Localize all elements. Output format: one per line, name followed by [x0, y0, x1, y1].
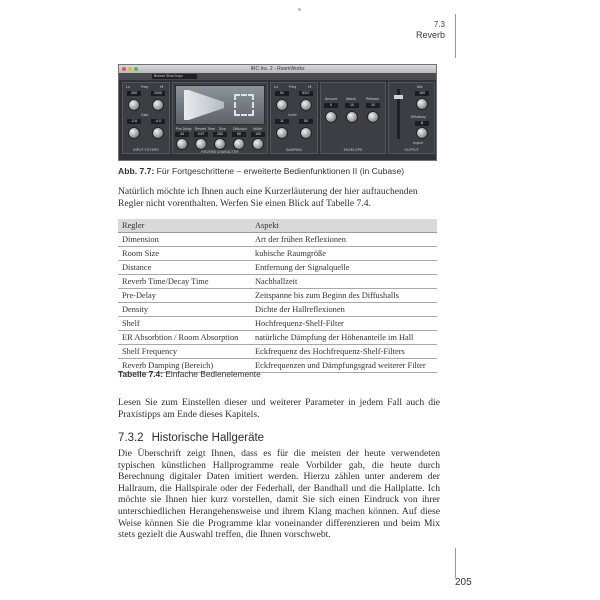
reverb-time-label: Reverb Time — [195, 127, 215, 131]
damping-level-hi-readout: 50 — [299, 119, 313, 124]
damping-freq-label: Freq — [289, 85, 297, 89]
envelope-panel — [320, 82, 386, 154]
paragraph-3: Die Überschrift zeigt Ihnen, dass es für die meisten der heute verwendeten typischen künstlichen Hallprogramme reale Vorbilder gab, die heute durch Berechnung digitaler Daten imitiert werden. Hierzu zählen unter anderem der Hallraum, die Hallspirale oder der Federhall, der Bandhall und die Hallplatte. Ich möchte sie Ihnen hier kurz vorstellen, damit Sie sich einen Eindruck von ihrer unterschiedlichen Herangehensweise und ihrem Klang machen können. Auf diese Weise können Sie die Programme klar voneinander differenzieren und beim Mix stets gezielt die Auswahl treffen, die Ihnen vorschwebt. — [118, 448, 440, 541]
table-cell: Shelf Frequency — [118, 345, 251, 359]
damping-level-label: Level — [288, 113, 297, 117]
pre-delay-label: Pre-Delay — [176, 127, 192, 131]
freq-hi-knob — [153, 100, 163, 110]
width-label: Width — [253, 127, 262, 131]
plugin-screenshot — [118, 64, 437, 161]
hi-label: Hi — [160, 85, 164, 89]
room-frame — [234, 94, 254, 116]
diffusion-knob — [234, 139, 244, 149]
table-caption — [118, 369, 261, 379]
table-row — [118, 261, 437, 275]
table-cell: Density — [118, 303, 251, 317]
attack-knob — [347, 112, 357, 122]
table-cell: Dichte der Hallreflexionen — [251, 303, 437, 317]
mix-knob — [417, 99, 427, 109]
table-row — [118, 317, 437, 331]
section-number: 7.3.2 — [118, 432, 144, 444]
table-cell: Art der frühen Reflexionen — [251, 233, 437, 247]
figure-caption-text: Für Fortgeschrittene – erweiterte Bedienfunktionen II (in Cubase) — [154, 166, 405, 176]
reverb-time-knob — [196, 139, 206, 149]
table-cell: Dimension — [118, 233, 251, 247]
efficiency-readout: 8 — [415, 121, 429, 126]
header-rule — [455, 14, 456, 58]
footer-rule — [455, 548, 456, 578]
table-cell: natürliche Dämpfung der Höhenanteile im Hall — [251, 331, 437, 345]
table-row — [118, 303, 437, 317]
decorative-dot — [298, 8, 301, 11]
diffusion-label: Diffusion — [233, 127, 247, 131]
table-cell: Room Size — [118, 247, 251, 261]
mix-label: Mix — [417, 85, 423, 89]
figure-caption-label: Abb. 7.7: — [118, 166, 155, 176]
amount-label: Amount — [325, 97, 338, 101]
table-cell: Reverb Damping (Bereich) — [118, 359, 251, 373]
running-header-section: 7.3 — [433, 20, 445, 29]
table-caption-label: Tabelle 7.4: — [118, 369, 163, 379]
table-cell: Nachhallzeit — [251, 275, 437, 289]
damping-level-lo-readout: 11 — [275, 119, 289, 124]
pre-delay-readout: 44 — [175, 132, 189, 137]
table-cell: ER Absorbtion / Room Absorption — [118, 331, 251, 345]
amount-knob — [326, 112, 336, 122]
damping-level-lo-knob — [277, 128, 287, 138]
damping-label: DAMPING — [285, 148, 303, 152]
damping-lo-label: Lo — [274, 85, 278, 89]
damping-freq-hi-readout: 5317 — [299, 91, 313, 96]
freq-hi-readout: 2000 — [151, 91, 165, 96]
damping-freq-hi-knob — [301, 100, 311, 110]
release-knob — [368, 112, 378, 122]
input-filters-panel — [122, 82, 170, 154]
table-cell: Reverb Time/Decay Time — [118, 275, 251, 289]
size-knob — [215, 139, 225, 149]
reverb-character-panel — [172, 82, 268, 154]
paragraph-2: Lesen Sie zum Einstellen dieser und weiterer Parameter in jedem Fall auch die Praxistipps am Ende dieses Kapitels. — [118, 397, 440, 420]
section-title: Historische Hallgeräte — [151, 432, 265, 444]
reverb-character-label: REVERB CHARACTER — [201, 150, 239, 154]
freq-lo-knob — [129, 100, 139, 110]
gain-hi-knob — [153, 128, 163, 138]
controls-table — [118, 219, 437, 373]
table-cell: Eckfrequenzen und Dämpfungsgrad weiterer Filter — [251, 359, 437, 373]
size-readout: 250 — [213, 132, 227, 137]
input-filters-label: INPUT FILTERS — [133, 148, 159, 152]
table-cell: Hochfrequenz-Shelf-Filter — [251, 317, 437, 331]
table-cell: kubische Raumgröße — [251, 247, 437, 261]
table-cell: Eckfrequenz des Hochfrequenz-Shelf-Filters — [251, 345, 437, 359]
damping-hi-label: Hi — [308, 85, 312, 89]
damping-panel — [270, 82, 318, 154]
reverb-shape — [184, 90, 224, 120]
gain-hi-readout: -4.0 — [151, 119, 165, 124]
lo-label: Lo — [126, 85, 130, 89]
width-knob — [253, 139, 263, 149]
table-header-regler: Regler — [118, 219, 251, 233]
output-label: OUTPUT — [404, 148, 419, 152]
damping-freq-lo-readout: 91 — [275, 91, 289, 96]
output-level-slider — [397, 89, 400, 139]
efficiency-knob — [417, 128, 427, 138]
gain-label: Gain — [141, 113, 149, 117]
release-label: Release — [366, 97, 379, 101]
table-row — [118, 233, 437, 247]
table-row — [118, 275, 437, 289]
table-cell: Entfernung der Signalquelle — [251, 261, 437, 275]
efficiency-label: Efficiency — [411, 115, 426, 119]
table-cell: Distance — [118, 261, 251, 275]
attack-readout: 10 — [345, 103, 359, 108]
table-cell: Pre-Delay — [118, 289, 251, 303]
table-header-aspekt: Aspekt — [251, 219, 437, 233]
figure-caption — [118, 166, 448, 176]
reverb-display — [175, 85, 265, 125]
running-header-title: Reverb — [415, 30, 445, 40]
page-number: 205 — [455, 577, 472, 588]
width-readout: 100 — [251, 132, 265, 137]
amount-readout: 0 — [324, 103, 338, 108]
gain-lo-readout: -2.6 — [127, 119, 141, 124]
intro-paragraph: Natürlich möchte ich Ihnen auch eine Kurzerläuterung der hier auftauchenden Regler nicht vorenthalten. Werfen Sie einen Blick auf Tabelle 7.4. — [118, 186, 418, 209]
table-header-row — [118, 219, 437, 233]
diffusion-readout: 50 — [232, 132, 246, 137]
table-cell: Shelf — [118, 317, 251, 331]
table-row — [118, 331, 437, 345]
plugin-toolbar — [119, 73, 436, 80]
freq-lo-readout: 250 — [127, 91, 141, 96]
table-row — [118, 345, 437, 359]
reverb-time-readout: 0.67 — [194, 132, 208, 137]
plugin-titlebar — [119, 65, 436, 73]
preset-field: Breeze Short Impu — [152, 74, 197, 79]
damping-level-hi-knob — [301, 128, 311, 138]
mix-readout: 100 — [415, 91, 429, 96]
gain-lo-knob — [129, 128, 139, 138]
window-controls — [122, 67, 138, 71]
size-label: Size — [219, 127, 226, 131]
damping-freq-lo-knob — [277, 100, 287, 110]
table-cell: Zeitspanne bis zum Beginn des Diffushalls — [251, 289, 437, 303]
envelope-label: ENVELOPE — [343, 148, 363, 152]
section-heading — [118, 432, 264, 444]
freq-label: Freq — [141, 85, 149, 89]
table-caption-text: Einfache Bedienelemente — [163, 369, 261, 379]
output-panel — [388, 82, 435, 154]
attack-label: Attack — [346, 97, 356, 101]
export-label: export — [413, 141, 423, 145]
pre-delay-knob — [177, 139, 187, 149]
table-row — [118, 289, 437, 303]
release-readout: 10 — [366, 103, 380, 108]
plugin-window-title: IRC Inc. 2 - RoomWorks — [250, 66, 305, 72]
running-header — [416, 20, 445, 40]
table-row — [118, 247, 437, 261]
